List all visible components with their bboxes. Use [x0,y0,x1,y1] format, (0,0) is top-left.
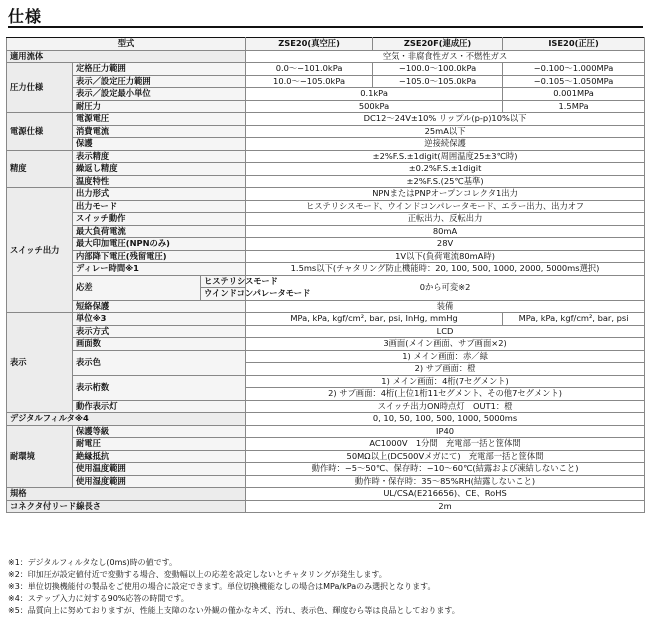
item-operating-temp: 使用温度範囲 [73,463,246,476]
item-window-comparator-mode: ウインドコンパレータモード [201,288,246,301]
item-display-color: 表示色 [73,350,246,375]
operating-temp-value: 動作時：−5〜50℃、保存時：−10〜60℃(結露および凍結しないこと) [246,463,645,476]
item-display-method: 表示方式 [73,325,246,338]
table-row [7,163,645,176]
table-row [7,238,645,251]
title-underline [8,26,643,28]
table-row [7,463,645,476]
rated-zse20f: −100.0〜100.0kPa [373,63,503,76]
item-max-load-current: 最大負荷電流 [73,225,246,238]
table-row [7,300,645,313]
fluid-value: 空気・非腐食性ガス・不燃性ガス [246,50,645,63]
enclosure-value: IP40 [246,425,645,438]
table-row [7,88,645,101]
item-output-type: 出力形式 [73,188,246,201]
unit-zse: MPa, kPa, kgf/cm², bar, psi, InHg, mmHg [246,313,503,326]
table-row [7,275,645,288]
table-row [7,150,645,163]
item-temp-characteristic: 温度特性 [73,175,246,188]
category-power: 電源仕様 [7,113,73,151]
display-accuracy-value: ±2%F.S.±1digit(周囲温度25±3℃時) [246,150,645,163]
display-range-zse20: 10.0〜−105.0kPa [246,75,373,88]
item-operating-humidity: 使用湿度範囲 [73,475,246,488]
withstand-voltage-value: AC1000V 1分間 充電部一括と筐体間 [246,438,645,451]
item-supply-voltage: 電源電圧 [73,113,246,126]
footnote: ※5：品質向上に努めておりますが、性能上支障のない外観の僅かなキズ、汚れ、表示色、輝度むら等は良品としております。 [8,606,460,615]
rated-zse20: 0.0〜−101.0kPa [246,63,373,76]
footnote: ※3：単位切換機能付の製品をご使用の場合に設定できます。単位切換機能なしの場合はMPa/kPaのみ選択となります。 [8,582,436,591]
item-unit: 単位※3 [73,313,246,326]
item-switch-action: スイッチ動作 [73,213,246,226]
display-method-value: LCD [246,325,645,338]
hysteresis-value: 0から可変※2 [246,275,645,300]
short-protection-value: 装備 [246,300,645,313]
category-cable-length: コネクタ付リード線長さ [7,500,246,513]
supply-voltage-value: DC12〜24V±10% リップル(p-p)10%以下 [246,113,645,126]
table-row [7,75,645,88]
table-row [7,213,645,226]
table-row [7,475,645,488]
table-row [7,50,645,63]
table-row [7,175,645,188]
item-hysteresis: 応差 [73,275,201,300]
item-short-protection: 短絡保護 [73,300,246,313]
header-ise20: ISE20(正圧) [503,38,645,51]
output-type-value: NPNまたはPNPオープンコレクタ1出力 [246,188,645,201]
category-pressure: 圧力仕様 [7,63,73,113]
table-row [7,338,645,351]
category-display: 表示 [7,313,73,413]
output-mode-value: ヒステリシスモード、ウインドコンパレータモード、エラー出力、出力オフ [246,200,645,213]
current-value: 25mA以下 [246,125,645,138]
table-row [7,450,645,463]
footnote: ※4：ステップ入力に対する90%応答の時間です。 [8,594,189,603]
item-rated-range: 定格圧力範囲 [73,63,246,76]
spec-table [6,37,645,513]
table-row [7,425,645,438]
category-switch-output: スイッチ出力 [7,188,73,313]
standard-value: UL/CSA(E216656)、CE、RoHS [246,488,645,501]
category-digital-filter: デジタルフィルタ※4 [7,413,246,426]
item-hysteresis-mode: ヒステリシスモード [201,275,246,288]
cable-length-value: 2m [246,500,645,513]
proof-ise20: 1.5MPa [503,100,645,113]
item-repeatability: 繰返し精度 [73,163,246,176]
item-display-digits: 表示桁数 [73,375,246,400]
protection-value: 逆接続保護 [246,138,645,151]
item-display-range: 表示／設定圧力範囲 [73,75,246,88]
item-delay-time: ディレー時間※1 [73,263,246,276]
table-row [7,500,645,513]
switch-action-value: 正転出力、反転出力 [246,213,645,226]
item-current: 消費電流 [73,125,246,138]
table-row [7,400,645,413]
delay-time-value: 1.5ms以下(チャタリング防止機能時：20, 100, 500, 1000, 2000, 5000ms選択) [246,263,645,276]
item-indicator: 動作表示灯 [73,400,246,413]
table-row [7,188,645,201]
table-row [7,488,645,501]
display-digits-line1: 1) メイン画面：4桁(7セグメント) [246,375,645,388]
table-row [7,413,645,426]
min-unit-zse: 0.1kPa [246,88,503,101]
header-zse20: ZSE20(真空圧) [246,38,373,51]
header-zse20f: ZSE20F(連成圧) [373,38,503,51]
temp-characteristic-value: ±2%F.S.(25℃基準) [246,175,645,188]
display-color-line2: 2) サブ画面：橙 [246,363,645,376]
table-row [7,325,645,338]
footnotes [8,557,460,617]
item-withstand-voltage: 耐電圧 [73,438,246,451]
display-digits-line2: 2) サブ画面：4桁(上位1桁11セグメント、その他7セグメント) [246,388,645,401]
table-row [7,100,645,113]
voltage-drop-value: 1V以下(負荷電流80mA時) [246,250,645,263]
item-protection: 保護 [73,138,246,151]
insulation-value: 50MΩ以上(DC500Vメガにて) 充電部一括と筐体間 [246,450,645,463]
display-range-zse20f: −105.0〜105.0kPa [373,75,503,88]
repeatability-value: ±0.2%F.S.±1digit [246,163,645,176]
table-row [7,375,645,388]
table-row [7,438,645,451]
max-applied-voltage-value: 28V [246,238,645,251]
proof-zse: 500kPa [246,100,503,113]
item-min-unit: 表示／設定最小単位 [73,88,246,101]
table-row [7,313,645,326]
item-output-mode: 出力モード [73,200,246,213]
min-unit-ise20: 0.001MPa [503,88,645,101]
table-row [7,200,645,213]
table-row [7,63,645,76]
table-row [7,263,645,276]
header-row [7,38,645,51]
footnote: ※2：印加圧が設定値付近で変動する場合、変動幅以上の応差を設定しないとチャタリングが発生します。 [8,570,387,579]
item-enclosure: 保護等級 [73,425,246,438]
table-row [7,250,645,263]
footnote: ※1：デジタルフィルタなし(0ms)時の値です。 [8,558,178,567]
category-environment: 耐環境 [7,425,73,488]
item-proof-pressure: 耐圧力 [73,100,246,113]
item-max-applied-voltage: 最大印加電圧(NPNのみ) [73,238,246,251]
display-color-line1: 1) メイン画面：赤／緑 [246,350,645,363]
screen-count-value: 3画面(メイン画面、サブ画面×2) [246,338,645,351]
item-voltage-drop: 内部降下電圧(残留電圧) [73,250,246,263]
table-row [7,125,645,138]
operating-humidity-value: 動作時・保存時：35〜85%RH(結露しないこと) [246,475,645,488]
page-title: 仕様 [8,7,43,26]
header-model-label: 型式 [7,38,246,51]
display-range-ise20: −0.105〜1.050MPa [503,75,645,88]
table-row [7,225,645,238]
indicator-value: スイッチ出力ON時点灯 OUT1：橙 [246,400,645,413]
item-insulation: 絶縁抵抗 [73,450,246,463]
table-row [7,138,645,151]
category-standard: 規格 [7,488,246,501]
category-fluid: 適用流体 [7,50,246,63]
rated-ise20: −0.100〜1.000MPa [503,63,645,76]
digital-filter-value: 0, 10, 50, 100, 500, 1000, 5000ms [246,413,645,426]
table-row [7,113,645,126]
unit-ise20: MPa, kPa, kgf/cm², bar, psi [503,313,645,326]
item-screen-count: 画面数 [73,338,246,351]
item-display-accuracy: 表示精度 [73,150,246,163]
category-accuracy: 精度 [7,150,73,188]
table-row [7,350,645,363]
max-load-current-value: 80mA [246,225,645,238]
